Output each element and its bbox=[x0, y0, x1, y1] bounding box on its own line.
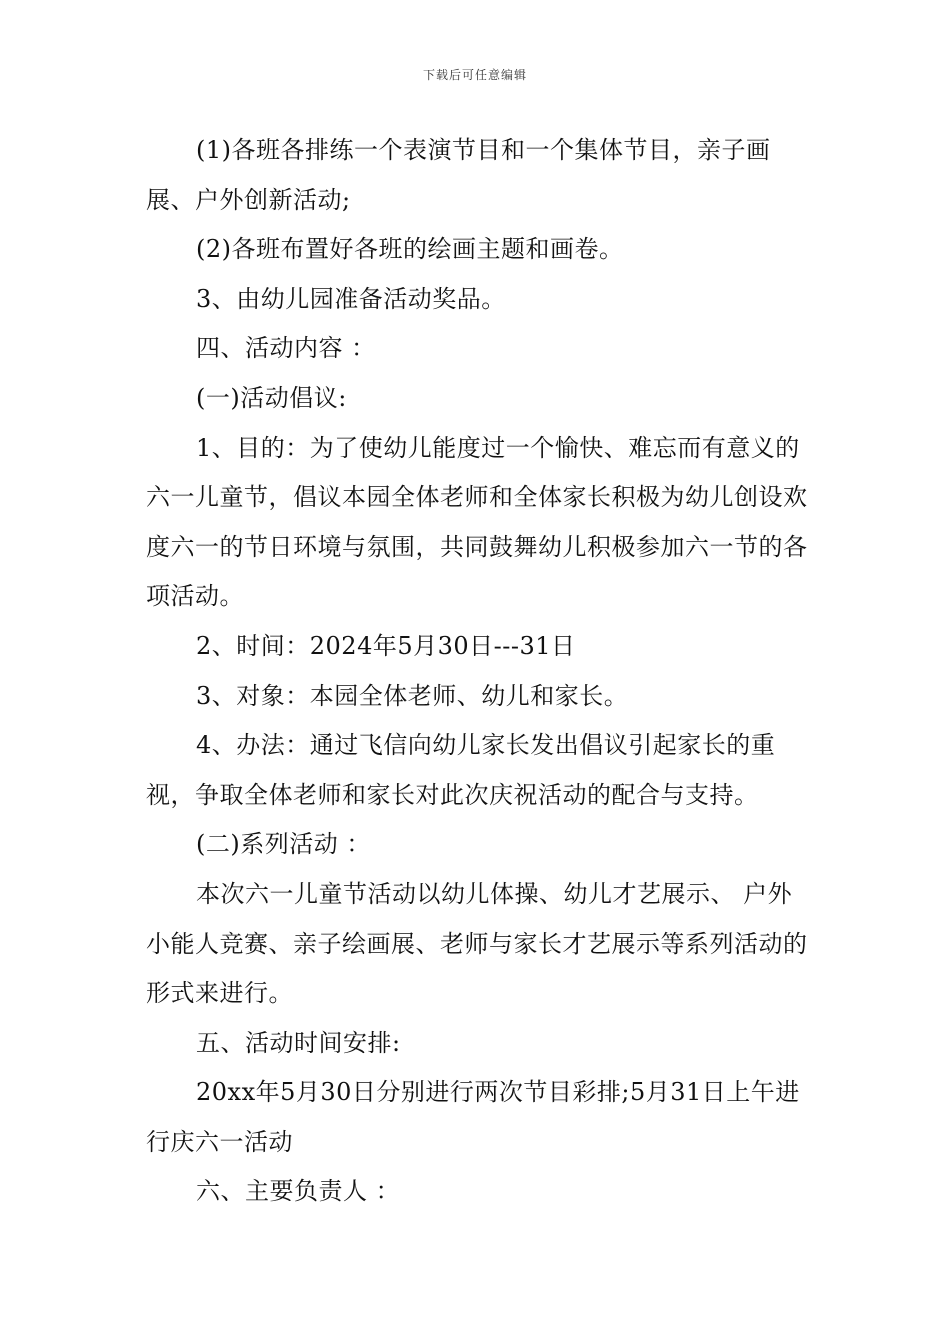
paragraph-prizes: 3、由幼儿园准备活动奖品。 bbox=[196, 284, 506, 313]
paragraph-method: 4、办法：通过飞信向幼儿家长发出倡议引起家长的重视，争取全体老师和家长对此次庆祝活动的配合与支持。 bbox=[146, 731, 776, 809]
paragraph-audience: 3、对象：本园全体老师、幼儿和家长。 bbox=[196, 681, 629, 710]
paragraph-series-description: 本次六一儿童节活动以幼儿体操、幼儿才艺展示、 户外小能人竞赛、亲子绘画展、老师与家长才艺展示等系列活动的形式来进行。 bbox=[146, 879, 808, 1008]
subheading-series-activities: (二)系列活动 ： bbox=[196, 830, 371, 859]
section-heading-responsible-person: 六、主要负责人 ： bbox=[196, 1177, 401, 1206]
header-note: 下载后可任意编辑 bbox=[422, 68, 527, 82]
subheading-activity-initiative: (一)活动倡议: bbox=[196, 383, 347, 412]
section-heading-activity-content: 四、活动内容 ： bbox=[196, 334, 376, 363]
paragraph-purpose: 1、目的：为了使幼儿能度过一个愉快、难忘而有意义的六一儿童节，倡议本园全体老师和全体家长积极为幼儿创设欢度六一的节日环境与氛围，共同鼓舞幼儿积极参加六一节的各项活动。 bbox=[146, 433, 808, 611]
document-body bbox=[146, 126, 808, 1217]
paragraph-time: 2、时间：2024年5月30日---31日 bbox=[196, 631, 576, 660]
section-heading-schedule: 五、活动时间安排: bbox=[196, 1028, 401, 1057]
paragraph-schedule: 20xx年5月30日分别进行两次节目彩排;5月31日上午进行庆六一活动 bbox=[146, 1078, 800, 1156]
paragraph-class-decoration: (2)各班布置好各班的绘画主题和画卷。 bbox=[196, 235, 624, 264]
paragraph-class-preparation: (1)各班各排练一个表演节目和一个集体节目，亲子画展、户外创新活动; bbox=[146, 136, 771, 214]
